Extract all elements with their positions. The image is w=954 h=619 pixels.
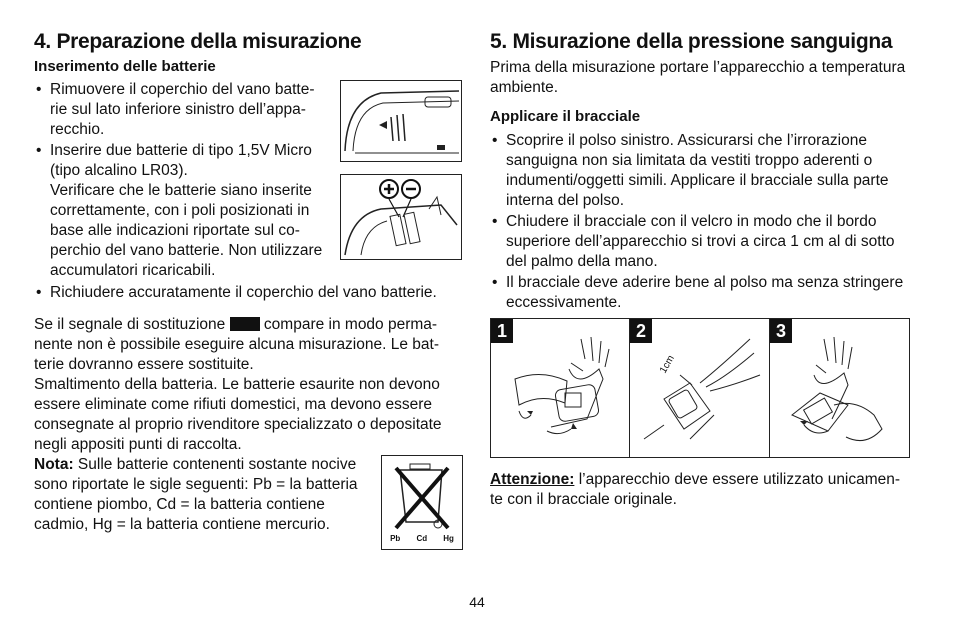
bullet-dot: • bbox=[492, 132, 498, 149]
intro-text: Prima della misurazione portare l’apparecchio a temperatura ambiente. bbox=[490, 59, 906, 96]
nota-label: Nota: bbox=[34, 456, 74, 473]
subheading-batteries: Inserimento delle batterie bbox=[34, 58, 216, 75]
cuff-steps-illustration bbox=[490, 318, 910, 458]
page-number: 44 bbox=[469, 594, 485, 610]
cuff-bullet-2: Chiudere il bracciale con il velcro in modo che il bordo superiore dell’apparecchio si trovi a circa 1 cm al di sotto del palmo della mano. bbox=[506, 213, 895, 270]
bullet-3-text: Richiudere accuratamente il coperchio del vano batterie. bbox=[50, 284, 437, 301]
step-number: 2 bbox=[630, 319, 652, 343]
cuff-bullet-1: Scoprire il polso sinistro. Assicurarsi che l’irrorazione sanguigna non sia limitata da vestiti troppo aderenti o indumenti/oggetti simili. Applicare il bracciale sulla parte interna del polso. bbox=[506, 132, 889, 209]
bullet-dot: • bbox=[36, 284, 42, 301]
low-battery-icon bbox=[230, 317, 260, 331]
nota-paragraph: Nota: Sulle batterie contenenti sostante nocive sono riportate le sigle seguenti: Pb = la batteria contiene piombo, Cd = la batteria contiene cadmio, Hg = la batteria contiene mercurio. bbox=[34, 456, 358, 533]
battery-compartment-icon bbox=[341, 81, 461, 161]
distance-label: 1cm bbox=[657, 353, 677, 376]
bullet-1-text: Rimuovere il coperchio del vano batte- rie sul lato inferiore sinistro dell’appa- recchio. bbox=[50, 81, 315, 138]
replacement-paragraph: Se il segnale di sostituzione compare in modo perma- nente non è possibile eseguire alcuna misurazione. Le bat- terie dovranno essere sostituite. Smaltimento della batteria. Le batterie esaurite non devono essere eliminate come rifiuti domestici, ma devono essere consegnate al proprio rivenditore specializzato o depositate negli appositi punti di raccolta. bbox=[34, 316, 442, 453]
step-panel-3 bbox=[770, 319, 909, 457]
cuff-bullet-3: Il bracciale deve aderire bene al polso ma senza stringere eccessivamente. bbox=[506, 274, 904, 311]
recycle-label-pb: Pb bbox=[390, 534, 401, 543]
recycle-label-hg: Hg bbox=[443, 534, 454, 543]
section-heading-4: 4. Preparazione della misurazione bbox=[34, 30, 362, 53]
subheading-cuff: Applicare il bracciale bbox=[490, 108, 641, 125]
recycle-label-cd: Cd bbox=[416, 534, 428, 543]
step-number: 1 bbox=[491, 319, 513, 343]
attention-label: Attenzione: bbox=[490, 471, 575, 488]
bullet-dot: • bbox=[492, 213, 498, 230]
crossed-wheelie-bin-icon bbox=[382, 456, 462, 536]
bullet-dot: • bbox=[36, 81, 42, 98]
step-number: 3 bbox=[770, 319, 792, 343]
section-heading-5: 5. Misurazione della pressione sanguigna bbox=[490, 30, 893, 53]
bullet-dot: • bbox=[492, 274, 498, 291]
bullet-2-text: Inserire due batterie di tipo 1,5V Micro (tipo alcalino LR03). Verificare che le batterie siano inserite correttamente, con i poli posizionati in base alle indicazioni riportate sul co- perchio del vano batterie. Non utilizzare accumulatori ricaricabili. bbox=[50, 142, 323, 279]
attention-paragraph: Attenzione: l’apparecchio deve essere utilizzato unicamen- te con il bracciale originale. bbox=[490, 471, 901, 508]
battery-polarity-icon bbox=[341, 175, 461, 259]
bullet-dot: • bbox=[36, 142, 42, 159]
step-panel-2 bbox=[630, 319, 770, 457]
crossed-bin-symbol bbox=[381, 455, 463, 550]
battery-insertion-illustration bbox=[340, 174, 462, 260]
step-panel-1 bbox=[491, 319, 630, 457]
battery-cover-illustration bbox=[340, 80, 462, 162]
